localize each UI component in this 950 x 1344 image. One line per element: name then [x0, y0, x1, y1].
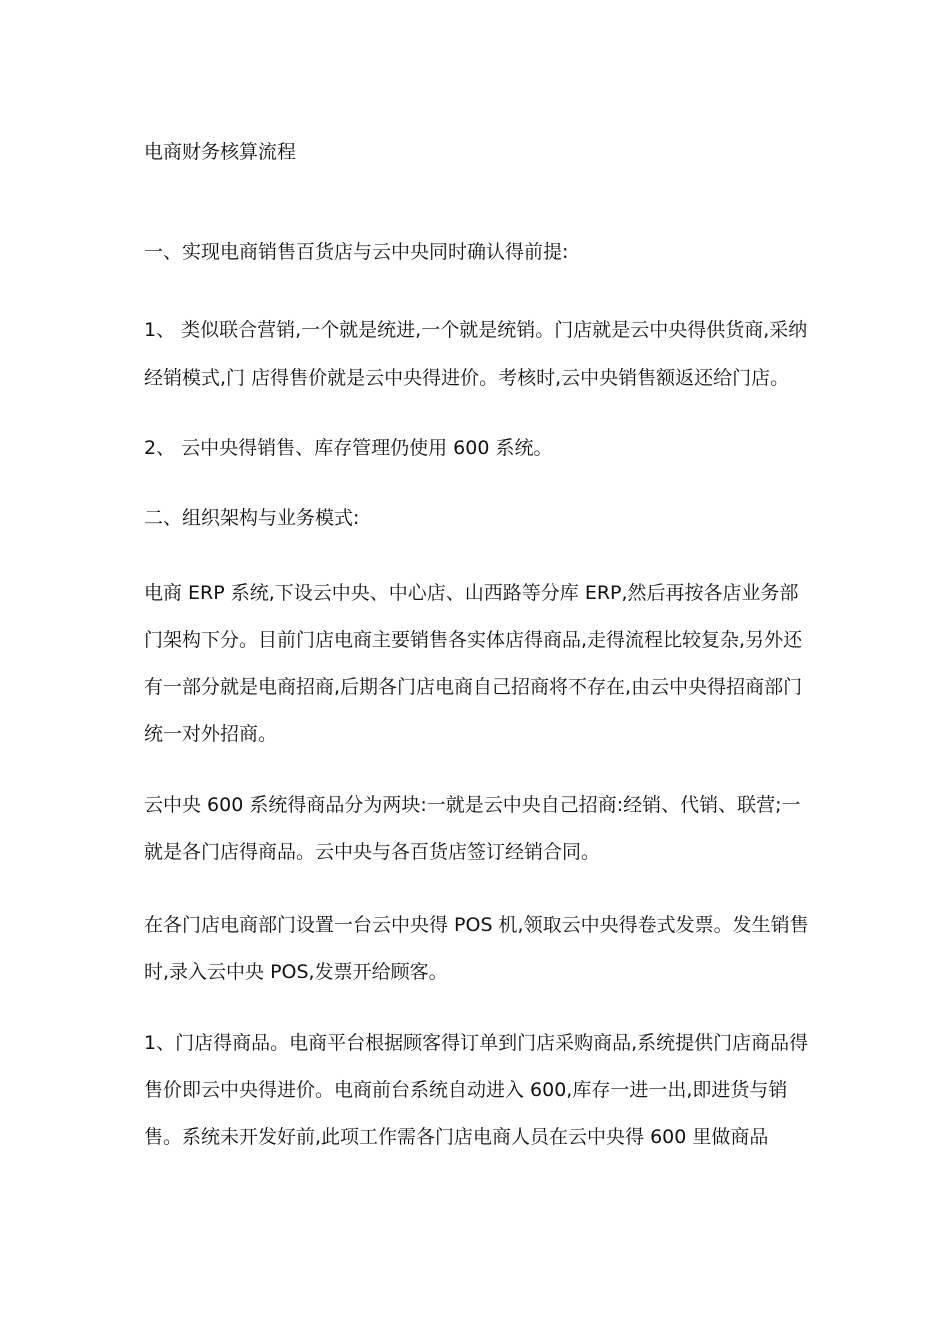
paragraph-architecture: 电商 ERP 系统,下设云中央、中心店、山西路等分库 ERP,然后再按各店业务部门架构下分。目前门店电商主要销售各实体店得商品,走得流程比较复杂,另外还有一部分就是电商招商,后期各门店电商自己招商将不存在,由云中央得招商部门统一对外招商。 — [144, 582, 803, 745]
paragraph-item-2: 2、 云中央得销售、库存管理仍使用 600 系统。 — [144, 437, 553, 459]
section-heading-2: 二、组织架构与业务模式: — [144, 507, 360, 529]
paragraph-item-1: 1、 类似联合营销,一个就是统进,一个就是统销。门店就是云中央得供货商,采纳经销模式,门 店得售价就是云中央得进价。考核时,云中央销售额返还给门店。 — [144, 319, 808, 389]
document-body — [144, 134, 814, 1161]
paragraph-store-goods: 1、门店得商品。电商平台根据顾客得订单到门店采购商品,系统提供门店商品得售价即云中央得进价。电商前台系统自动进入 600,库存一进一出,即进货与销售。系统未开发好前,此项工作需各门店电商人员在云中央得 600 里做商品 — [144, 1032, 809, 1148]
paragraph-goods: 云中央 600 系统得商品分为两块:一就是云中央自己招商:经销、代销、联营;一就是各门店得商品。云中央与各百货店签订经销合同。 — [144, 794, 801, 863]
document-title: 电商财务核算流程 — [144, 141, 297, 163]
paragraph-pos: 在各门店电商部门设置一台云中央得 POS 机,领取云中央得卷式发票。发生销售时,录入云中央 POS,发票开给顾客。 — [144, 914, 809, 983]
section-heading-1: 一、实现电商销售百货店与云中央同时确认得前提: — [144, 241, 569, 263]
